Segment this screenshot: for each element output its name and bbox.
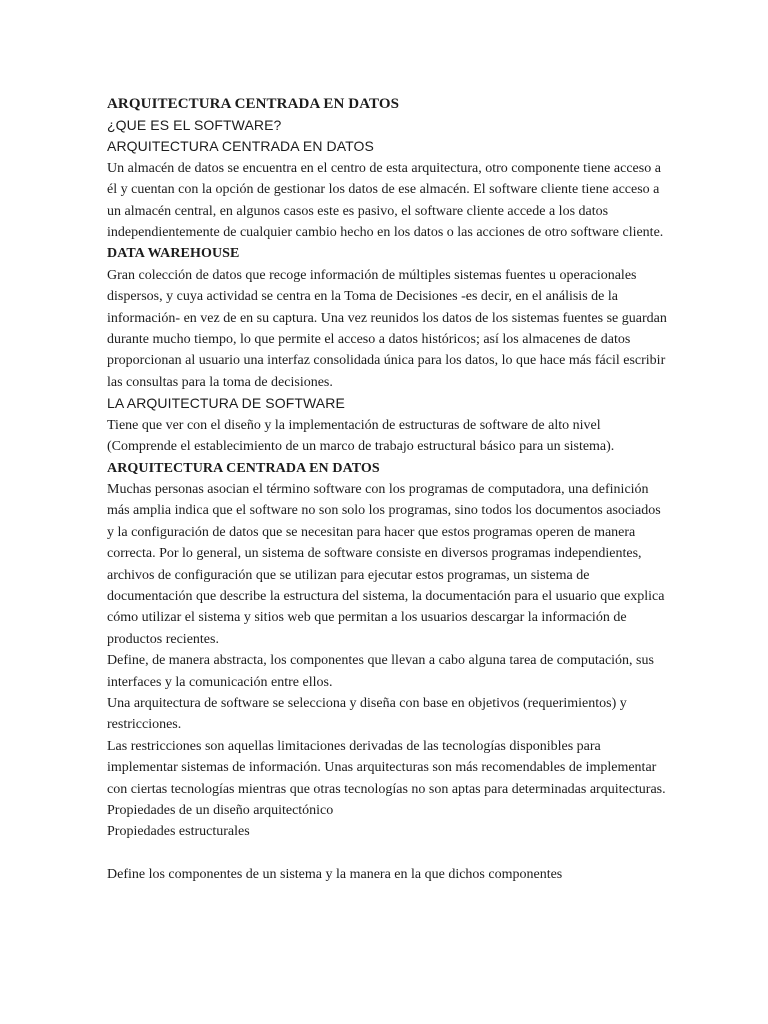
- blank-line: [107, 843, 667, 864]
- document-page: [107, 93, 667, 886]
- section-heading-arquitectura-software: LA ARQUITECTURA DE SOFTWARE: [107, 395, 345, 412]
- line-properties-structural: Propiedades estructurales: [107, 824, 250, 840]
- question-heading: ¿QUE ES EL SOFTWARE?: [107, 117, 282, 133]
- section-text-centrada: Un almacén de datos se encuentra en el centro de esta arquitectura, otro componente tiene acceso a él y cuentan con la opción de gestionar los datos de ese almacén. El software cliente tiene acceso a un almacén central, en algunos casos este es pasivo, el software cliente accede a los datos independientemente de cualquier cambio hecho en los datos o las acciones de otro software cliente.: [107, 160, 664, 241]
- line-properties-design: Propiedades de un diseño arquitectónico: [107, 803, 334, 818]
- section-heading-centrada: ARQUITECTURA CENTRADA EN DATOS: [107, 138, 374, 155]
- paragraph-define: Define, de manera abstracta, los componentes que llevan a cabo alguna tarea de computación, sus interfaces y la comunicación entre ellos.: [107, 653, 654, 690]
- section-text-arquitectura-software: Tiene que ver con el diseño y la implementación de estructuras de software de alto nivel (Comprende el establecimiento de un marco de trabajo estructural básico para un sistema).: [107, 417, 615, 455]
- section-text-centrada-2: Muchas personas asocian el término software con los programas de computadora, una definición más amplia indica que el software no son solo los programas, sino todos los documentos asociados y la configuración de datos que se necesitan para hacer que estos programas operen de manera correcta. Por lo general, un sistema de software consiste en diversos programas independientes, archivos de configuración que se utilizan para ejecutar estos programas, un sistema de documentación que describe la estructura del sistema, la documentación para el usuario que explica cómo utilizar el sistema y sitios web que permitan a los usuarios descargar la información de productos recientes.: [107, 481, 665, 647]
- paragraph-final: Define los componentes de un sistema y la manera en la que dichos componentes: [107, 867, 563, 883]
- document-title: ARQUITECTURA CENTRADA EN DATOS: [107, 96, 400, 112]
- section-text-data-warehouse: Gran colección de datos que recoge información de múltiples sistemas fuentes u operacionales dispersos, y cuya actividad se centra en la Toma de Decisiones -es decir, en el análisis de la información- en vez de en su captura. Una vez reunidos los datos de los sistemas fuentes se guardan durante mucho tiempo, lo que permite el acceso a datos históricos; así los almacenes de datos proporcionan al usuario una interfaz consolidada única para los datos, lo que hace más fácil escribir las consultas para la toma de decisiones.: [107, 267, 667, 390]
- paragraph-select: Una arquitectura de software se selecciona y diseña con base en objetivos (requerimientos) y restricciones.: [107, 695, 627, 733]
- paragraph-restrictions: Las restricciones son aquellas limitaciones derivadas de las tecnologías disponibles para implementar sistemas de información. Unas arquitecturas son más recomendables de implementar con ciertas tecnologías mientras que otras tecnologías no son aptas para determinadas arquitecturas.: [107, 738, 666, 797]
- section-heading-centrada-2: ARQUITECTURA CENTRADA EN DATOS: [107, 460, 380, 476]
- section-heading-data-warehouse: DATA WAREHOUSE: [107, 246, 240, 262]
